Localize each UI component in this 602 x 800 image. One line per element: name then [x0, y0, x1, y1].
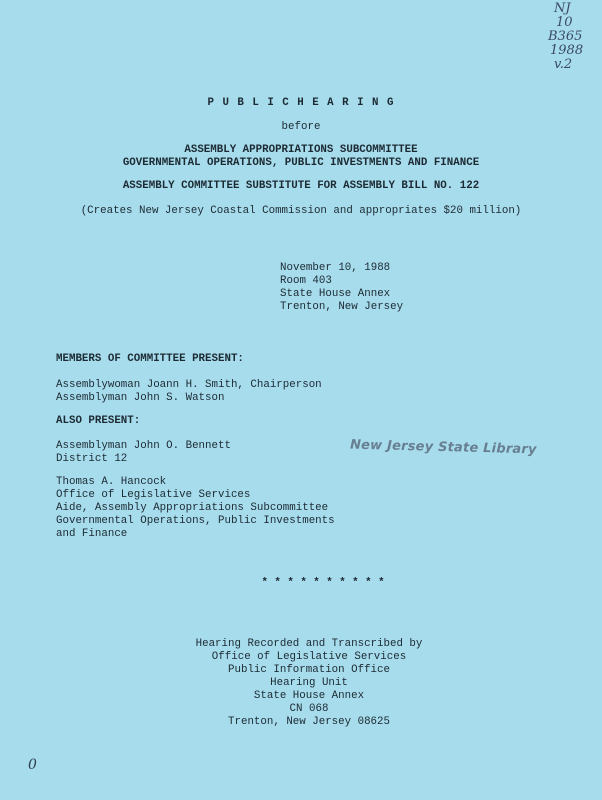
credit-line: State House Annex: [253, 690, 365, 702]
date-line: November 10, 1988: [280, 262, 391, 274]
attendee-line: Thomas A. Hancock: [56, 476, 167, 488]
member-item: Assemblyman John S. Watson: [56, 392, 225, 404]
handwritten-line: v.2: [554, 57, 573, 72]
corner-mark: 0: [28, 757, 37, 773]
date-location-block: [280, 262, 403, 314]
attendee-line: District 12: [56, 453, 128, 465]
credit-line: CN 068: [289, 703, 329, 715]
library-stamp: New Jersey State Library: [349, 437, 537, 458]
bill-title: ASSEMBLY COMMITTEE SUBSTITUTE FOR ASSEMBLY BILL NO. 122: [122, 180, 480, 192]
credit-line: Public Information Office: [228, 664, 390, 676]
room-line: Room 403: [280, 275, 332, 287]
handwritten-call-number: [548, 2, 583, 72]
handwritten-line: NJ: [554, 1, 571, 16]
handwritten-line: 1988: [550, 43, 584, 58]
attendee-line: Office of Legislative Services: [56, 489, 251, 501]
members-heading: MEMBERS OF COMMITTEE PRESENT:: [56, 353, 244, 365]
separator-asterisks: * * * * * * * * * *: [261, 577, 385, 589]
attendee-line: and Finance: [56, 528, 128, 540]
document-title: P U B L I C H E A R I N G: [207, 97, 395, 109]
handwritten-line: 10: [556, 15, 573, 30]
before-label: before: [281, 121, 321, 133]
transcription-credit: [8, 638, 602, 729]
attendee-line: Assemblyman John O. Bennett: [56, 440, 231, 452]
subcommittee-name: [0, 144, 602, 170]
subcommittee-line: ASSEMBLY APPROPRIATIONS SUBCOMMITTEE: [184, 144, 418, 156]
member-item: Assemblywoman Joann H. Smith, Chairperson: [56, 379, 322, 391]
bill-description: (Creates New Jersey Coastal Commission and appropriates $20 million): [80, 205, 522, 217]
members-list: [56, 379, 322, 405]
credit-line: Trenton, New Jersey 08625: [228, 716, 390, 728]
handwritten-line: B365: [548, 29, 583, 44]
also-present-bennett: [56, 440, 231, 466]
subcommittee-line: GOVERNMENTAL OPERATIONS, PUBLIC INVESTMENTS AND FINANCE: [122, 157, 480, 169]
also-present-heading: ALSO PRESENT:: [56, 415, 141, 427]
also-present-hancock: [56, 476, 335, 541]
attendee-line: Governmental Operations, Public Investments: [56, 515, 335, 527]
credit-line: Office of Legislative Services: [211, 651, 407, 663]
city-line: Trenton, New Jersey: [280, 301, 404, 313]
credit-line: Hearing Unit: [270, 677, 348, 689]
attendee-line: Aide, Assembly Appropriations Subcommittee: [56, 502, 329, 514]
credit-line: Hearing Recorded and Transcribed by: [195, 638, 423, 650]
building-line: State House Annex: [280, 288, 391, 300]
